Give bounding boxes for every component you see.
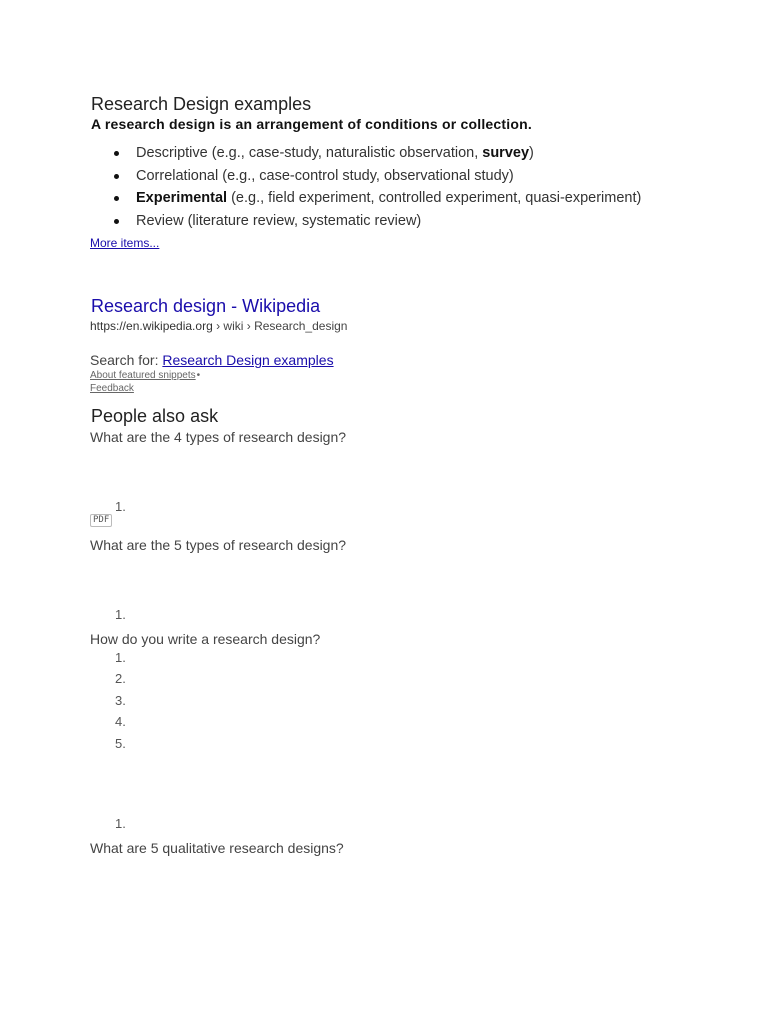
list-item	[114, 211, 641, 234]
snippet-title: Research Design examples	[91, 94, 312, 114]
snippet-description: A research design is an arrangement of conditions or collection.	[91, 116, 532, 132]
result-url-path: › wiki › Research_design	[212, 319, 348, 333]
bullet-dot	[114, 196, 119, 201]
feedback-link[interactable]: Feedback	[90, 383, 134, 394]
people-also-ask-heading: People also ask	[91, 406, 219, 426]
search-for-prefix: Search for:	[90, 352, 163, 368]
about-featured-snippets	[90, 370, 200, 381]
list-number: 1.	[115, 607, 126, 622]
list-item	[114, 143, 641, 166]
result-url	[90, 319, 347, 333]
list-number: 1.	[115, 816, 126, 831]
list-number: 1.	[115, 650, 126, 665]
item-text-bold: Experimental	[136, 190, 228, 206]
search-for	[90, 352, 334, 368]
item-text-pre: Review (literature review, systematic review)	[136, 212, 422, 229]
list-number: 4.	[115, 714, 126, 729]
item-text-bold: survey	[482, 145, 530, 161]
list-number: 1.	[115, 499, 126, 514]
list-item	[114, 166, 641, 189]
list-number: 2.	[115, 671, 126, 686]
item-text-post: )	[529, 145, 534, 161]
bullet-dot	[114, 219, 119, 224]
result-title-link[interactable]: Research design - Wikipedia	[91, 296, 321, 316]
list-number: 5.	[115, 736, 126, 751]
item-text-pre: Descriptive (e.g., case-study, naturalistic observation,	[136, 145, 483, 161]
list-number: 3.	[115, 693, 126, 708]
paa-question[interactable]: What are 5 qualitative research designs?	[90, 840, 344, 856]
more-items-link[interactable]: More items...	[90, 236, 160, 250]
search-for-link[interactable]: Research Design examples	[162, 352, 334, 368]
pdf-badge: PDF	[90, 514, 112, 527]
bullet-dot	[114, 151, 119, 156]
bullet-dot	[114, 174, 119, 179]
item-text-post: (e.g., field experiment, controlled experiment, quasi-experiment)	[227, 190, 642, 206]
result-url-host: https://en.wikipedia.org	[90, 319, 213, 333]
separator-bullet: •	[196, 370, 201, 381]
about-featured-snippets-link[interactable]: About featured snippets	[90, 370, 196, 381]
item-text-pre: Correlational (e.g., case-control study, observational study)	[136, 167, 514, 184]
paa-question[interactable]: What are the 4 types of research design?	[90, 429, 347, 445]
paa-question[interactable]: How do you write a research design?	[90, 631, 321, 647]
paa-question[interactable]: What are the 5 types of research design?	[90, 537, 347, 553]
list-item	[114, 188, 641, 211]
snippet-list	[114, 143, 641, 233]
